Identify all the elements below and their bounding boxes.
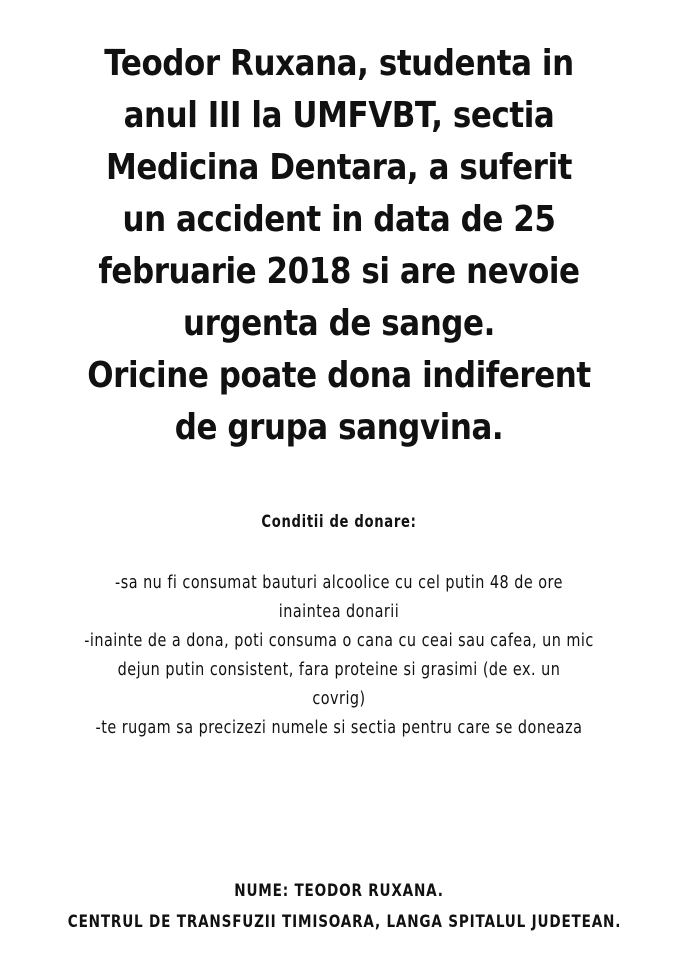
headline-line: Oricine poate dona indiferent (87, 355, 591, 396)
condition-line: dejun putin consistent, fara proteine si grasimi (de ex. un (117, 659, 561, 680)
headline-line: de grupa sangvina. (174, 407, 504, 448)
headline-line: Medicina Dentara, a suferit (105, 147, 573, 188)
conditions-title: Conditii de donare: (261, 512, 417, 532)
condition-line: -sa nu fi consumat bauturi alcoolice cu cel putin 48 de ore (115, 572, 563, 593)
headline-line: urgenta de sange. (183, 303, 495, 344)
headline-line: anul III la UMFVBT, sectia (123, 95, 555, 136)
conditions-list (0, 568, 678, 742)
headline-line: un accident in data de 25 (122, 199, 556, 240)
condition-line: covrig) (312, 688, 366, 709)
condition-line: -te rugam sa precizezi numele si sectia pentru care se doneaza (95, 717, 583, 738)
headline-line: februarie 2018 si are nevoie (98, 251, 580, 292)
condition-line: inaintea donarii (278, 601, 400, 622)
footer-name-line: NUME: TEODOR RUXANA. (234, 881, 444, 901)
headline-block (0, 38, 678, 454)
footer-location-line: CENTRUL DE TRANSFUZII TIMISOARA, LANGA SPITALUL JUDETEAN. (67, 912, 622, 932)
condition-line: -inainte de a dona, poti consuma o cana cu ceai sau cafea, un mic (84, 630, 594, 651)
headline-line: Teodor Ruxana, studenta in (104, 43, 574, 84)
footer-block (0, 876, 678, 938)
